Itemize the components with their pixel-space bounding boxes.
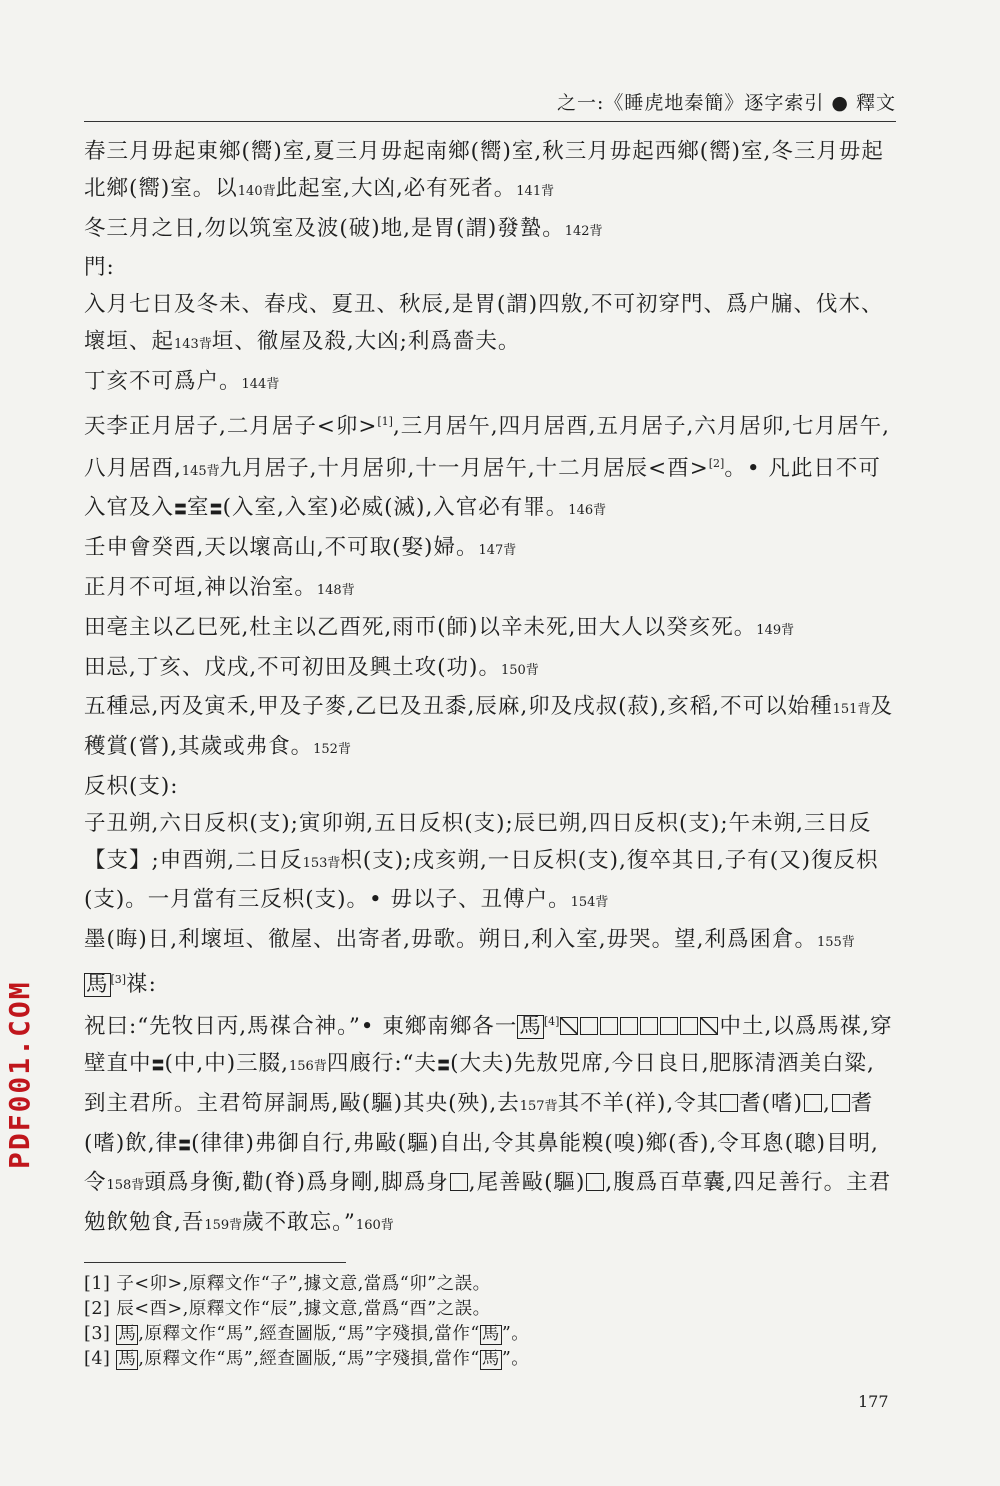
text-run: 。• 凡此日不可入官及入 [84,455,881,521]
text-run: 田亳主以乙巳死,杜主以乙酉死,雨帀(師)以辛未死,田大人以癸亥死。 [84,614,757,640]
repeat-mark: 〓 [174,503,188,519]
text-run: (入室,入室)必威(滅),入官必有罪。 [222,495,569,521]
text-run: 祝曰:“先牧日丙,馬禖合神。”• 東鄉南鄉各一 [84,1014,518,1040]
lacuna-box [586,1173,604,1191]
paragraph [84,404,896,531]
paragraph [84,806,896,922]
text-run: 天李正月居子,二月居子<卯> [84,413,378,439]
repeat-mark: 〓 [437,1058,451,1074]
text-run: (大夫)先敖兕席,今日良日,肥豚清酒美白粱,到主君所。主君笱屏詷馬,敺(驅)其央(殃),去 [84,1050,875,1116]
text-run: 其不羊(祥),令其 [557,1090,720,1116]
footnote-mark: [3] [84,1324,111,1344]
slip-number: 150背 [500,662,539,678]
text-run: 冬三月之日,勿以筑室及波(破)地,是胃(謂)發蟄。 [84,215,565,241]
footnote-text: ,原釋文作“馬”,經查圖版,“馬”字殘損,當作“ [138,1324,480,1344]
lacuna-box [600,1017,618,1035]
footnote-ref[interactable]: [3] [110,973,127,987]
text-run: (律律)弗御自行,弗敺(驅)自出,令其鼻能糗(嗅)鄉(香),令耳悤(聰)目明,令 [84,1130,879,1196]
slip-number: 140背 [237,183,276,199]
text-run: 耆(嗜) [739,1090,803,1116]
text-run: 四廄行:“夫 [326,1050,438,1076]
text-run: 中土,以爲馬禖,穿壁直中 [84,1014,893,1076]
slip-number: 154背 [570,895,609,911]
paragraph [84,922,896,962]
paragraph [84,650,896,690]
paragraph [84,211,896,251]
body-text [84,134,896,1245]
footnote-ref[interactable]: [4] [543,1015,560,1028]
footnote-text: ”。 [501,1324,530,1344]
boxed-character: 馬 [86,972,109,998]
lacuna-box [804,1094,822,1112]
lacuna-box [832,1094,850,1112]
paragraph [84,689,896,769]
text-run: (中,中)三腏, [164,1050,289,1076]
slip-number: 141背 [516,183,555,199]
footnote [84,1347,896,1372]
text-run: ,三月居午,四月居酉,五月居子,六月居卯,七月居午,八月居酉, [84,413,890,481]
paragraph [84,530,896,570]
footnotes [84,1272,896,1372]
slip-number: 156背 [288,1058,327,1074]
repeat-mark: 〓 [209,503,223,519]
text-run: 丁亥不可爲户。 [84,368,242,394]
section-heading: 門: [84,255,115,281]
text-run: , [822,1090,831,1116]
footnote-text: 子<卯>,原釋文作“子”,據文意,當爲“卯”之誤。 [116,1274,491,1294]
text-run: 垣、徹屋及殺,大凶;利爲嗇夫。 [211,328,521,354]
slip-number: 143背 [174,336,212,352]
repeat-mark: 〓 [178,1138,192,1154]
boxed-character: 馬 [118,1324,137,1344]
footnote [84,1297,896,1322]
text-run: 五種忌,丙及寅禾,甲及子麥,乙巳及丑黍,辰麻,卯及戌叔(菽),亥稻,不可以始種 [84,694,833,720]
text-run: 頭爲身衡,勸(脊)爲身剛,脚爲身 [144,1170,449,1196]
slip-number: 147背 [478,543,517,559]
slip-number: 158背 [106,1178,145,1194]
text-run: ,尾善敺(驅) [468,1170,586,1196]
footnote-text: ”。 [501,1349,530,1369]
text-run: 歲不敢忘。” [242,1210,356,1236]
text-run: 枳(支);戌亥朔,一日反枳(支),復卒其日,子有(又)復反枳(支)。一月當有三反枳(支)。• 毋以子、丑傅户。 [84,847,879,913]
text-run: 壬申會癸酉,天以壞高山,不可取(娶)婦。 [84,535,479,561]
footnote-rule [84,1262,346,1263]
footnote [84,1272,896,1297]
footnote-ref[interactable]: [1] [377,414,393,428]
running-head: 之一:《睡虎地秦簡》逐字索引 ● 釋文 [84,88,896,122]
text-run: 九月居子,十月居卯,十一月居午,十二月居辰<酉> [219,455,709,481]
slip-number: 145背 [181,463,220,479]
paragraph [84,364,896,404]
slip-number: 155背 [816,935,855,951]
slip-number: 148背 [316,583,355,599]
text-run: 墨(晦)日,利壞垣、徹屋、出寄者,毋歌。朔日,利入室,毋哭。望,利爲囷倉。 [84,927,817,953]
text-run: 子丑朔,六日反枳(支);寅卯朔,五日反枳(支);辰巳朔,四日反枳(支);午未朔,三日反【支】;申酉朔,二日反 [84,810,872,873]
paragraph [84,610,896,650]
text-run: 室 [187,495,210,521]
lacuna-slashed-box [700,1017,718,1035]
footnote-mark: [2] [84,1299,111,1319]
text-run: 耆(嗜)飲,律 [84,1090,874,1156]
text-run: 及穫賞(嘗),其歲或弗食。 [84,694,893,760]
footnote-text: ,原釋文作“馬”,經查圖版,“馬”字殘損,當作“ [138,1349,480,1369]
section-heading [84,962,896,1004]
slip-number: 160背 [355,1218,394,1234]
text-run: 田忌,丁亥、戊戌,不可初田及興土攻(功)。 [84,654,501,680]
text-run: ,腹爲百草囊,四足善行。主君勉飲勉食,吾 [84,1170,892,1236]
lacuna-box [620,1017,638,1035]
lacuna-box [660,1017,678,1035]
footnote-mark: [4] [84,1349,111,1369]
boxed-character: 馬 [481,1324,500,1344]
text-run: 禖: [126,972,157,998]
text-run: 正月不可垣,神以治室。 [84,575,317,601]
boxed-character: 馬 [481,1349,500,1369]
boxed-character: 馬 [519,1014,542,1040]
paragraph [84,287,896,364]
boxed-character: 馬 [118,1349,137,1369]
lacuna-box [720,1094,738,1112]
footnote-text: 辰<酉>,原釋文作“辰”,據文意,當爲“酉”之誤。 [116,1299,491,1319]
slip-number: 159背 [204,1218,243,1234]
slip-number: 146背 [568,503,607,519]
lacuna-slashed-box [560,1017,578,1035]
watermark: PDF001.COM [3,980,36,1170]
text-run: 此起室,大凶,必有死者。 [275,175,517,201]
lacuna-box [680,1017,698,1035]
text-run: 春三月毋起東鄉(嚮)室,夏三月毋起南鄉(嚮)室,秋三月毋起西鄉(嚮)室,冬三月毋起北鄉(嚮)室。以 [84,139,884,201]
slip-number: 152背 [313,742,351,758]
text-run: 入月七日及冬未、春戌、夏丑、秋辰,是胃(謂)四敫,不可初穿門、爲户牖、伐木、壞垣、起 [84,292,884,354]
paragraph [84,570,896,610]
slip-number: 157背 [519,1098,558,1114]
paragraph [84,1004,896,1245]
lacuna-box [580,1017,598,1035]
lacuna-box [450,1173,468,1191]
slip-number: 142背 [564,223,603,239]
footnote-mark: [1] [84,1274,111,1294]
footnote-ref[interactable]: [2] [708,456,725,470]
slip-number: 153背 [302,855,341,871]
section-heading: 反枳(支): [84,774,179,800]
lacuna-box [640,1017,658,1035]
footnote [84,1322,896,1347]
paragraph [84,134,896,211]
page-number: 177 [858,1392,889,1411]
slip-number: 149背 [756,622,795,638]
slip-number: 151背 [832,702,871,718]
slip-number: 144背 [241,376,280,392]
repeat-mark: 〓 [151,1058,165,1074]
